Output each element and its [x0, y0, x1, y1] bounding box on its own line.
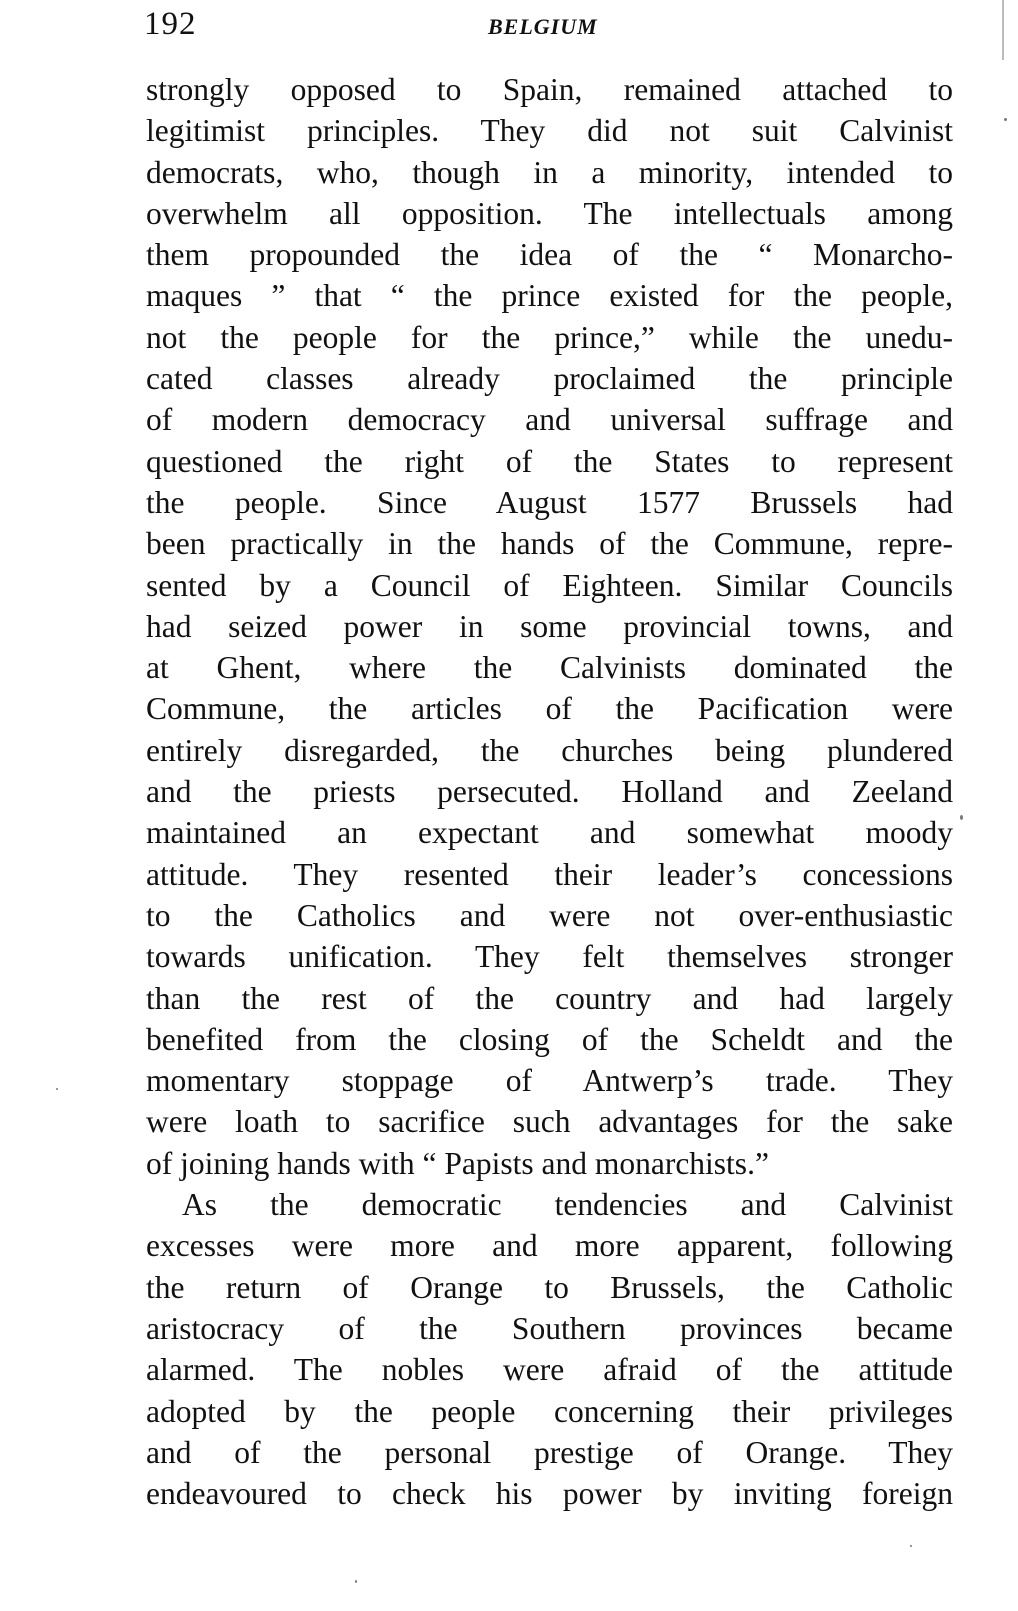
text-line: endeavoured to check his power by inviting foreign	[146, 1476, 953, 1512]
text-line: alarmed. The nobles were afraid of the attitude	[146, 1352, 953, 1388]
page-edge-mark	[1002, 0, 1004, 60]
running-head	[0, 6, 1018, 50]
scan-speck	[355, 1580, 357, 1583]
text-line: and the priests persecuted. Holland and Zeeland	[146, 774, 953, 810]
text-line: of modern democracy and universal suffrage and	[146, 402, 953, 438]
text-line-paragraph-end: of joining hands with “ Papists and monarchists.”	[146, 1145, 769, 1181]
text-line: legitimist principles. They did not suit Calvinist	[146, 113, 953, 149]
text-line: momentary stoppage of Antwerp’s trade. They	[146, 1063, 953, 1099]
text-line: benefited from the closing of the Scheldt and the	[146, 1021, 953, 1057]
scan-speck	[1004, 118, 1007, 121]
text-line: were loath to sacrifice such advantages for the sake	[146, 1104, 953, 1140]
text-line: excesses were more and more apparent, following	[146, 1228, 953, 1264]
text-line: had seized power in some provincial towns, and	[146, 608, 953, 644]
text-line: attitude. They resented their leader’s concessions	[146, 856, 953, 892]
text-line: not the people for the prince,” while the unedu-	[146, 319, 953, 355]
text-line: questioned the right of the States to represent	[146, 443, 953, 479]
text-line: been practically in the hands of the Commune, repre-	[146, 526, 953, 562]
text-line: cated classes already proclaimed the principle	[146, 361, 953, 397]
body-text	[146, 69, 953, 1514]
text-line: and of the personal prestige of Orange. They	[146, 1434, 953, 1470]
text-line-paragraph-start: As the democratic tendencies and Calvinist	[182, 1187, 953, 1223]
text-line: democrats, who, though in a minority, intended to	[146, 154, 953, 190]
text-line: maques ” that “ the prince existed for the people,	[146, 278, 953, 314]
page-number: 192	[144, 6, 197, 42]
text-line: to the Catholics and were not over-enthusiastic	[146, 897, 953, 933]
text-line: Commune, the articles of the Pacification were	[146, 691, 953, 727]
text-line: maintained an expectant and somewhat moody	[146, 815, 953, 851]
text-line: overwhelm all opposition. The intellectuals among	[146, 195, 953, 231]
text-line: the return of Orange to Brussels, the Catholic	[146, 1269, 953, 1305]
scan-speck	[56, 1088, 58, 1090]
text-line: strongly opposed to Spain, remained attached to	[146, 72, 953, 107]
text-line: towards unification. They felt themselves stronger	[146, 939, 953, 975]
running-title: BELGIUM	[488, 14, 598, 39]
text-line: at Ghent, where the Calvinists dominated the	[146, 650, 953, 686]
text-line: adopted by the people concerning their privileges	[146, 1393, 953, 1429]
text-line: entirely disregarded, the churches being plundered	[146, 732, 953, 768]
text-line: them propounded the idea of the “ Monarcho-	[146, 237, 953, 273]
scan-speck	[960, 815, 963, 820]
text-line: the people. Since August 1577 Brussels had	[146, 484, 953, 520]
text-line: sented by a Council of Eighteen. Similar Councils	[146, 567, 953, 603]
scan-speck	[910, 1545, 912, 1547]
text-line: than the rest of the country and had largely	[146, 980, 953, 1016]
text-line: aristocracy of the Southern provinces became	[146, 1310, 953, 1346]
